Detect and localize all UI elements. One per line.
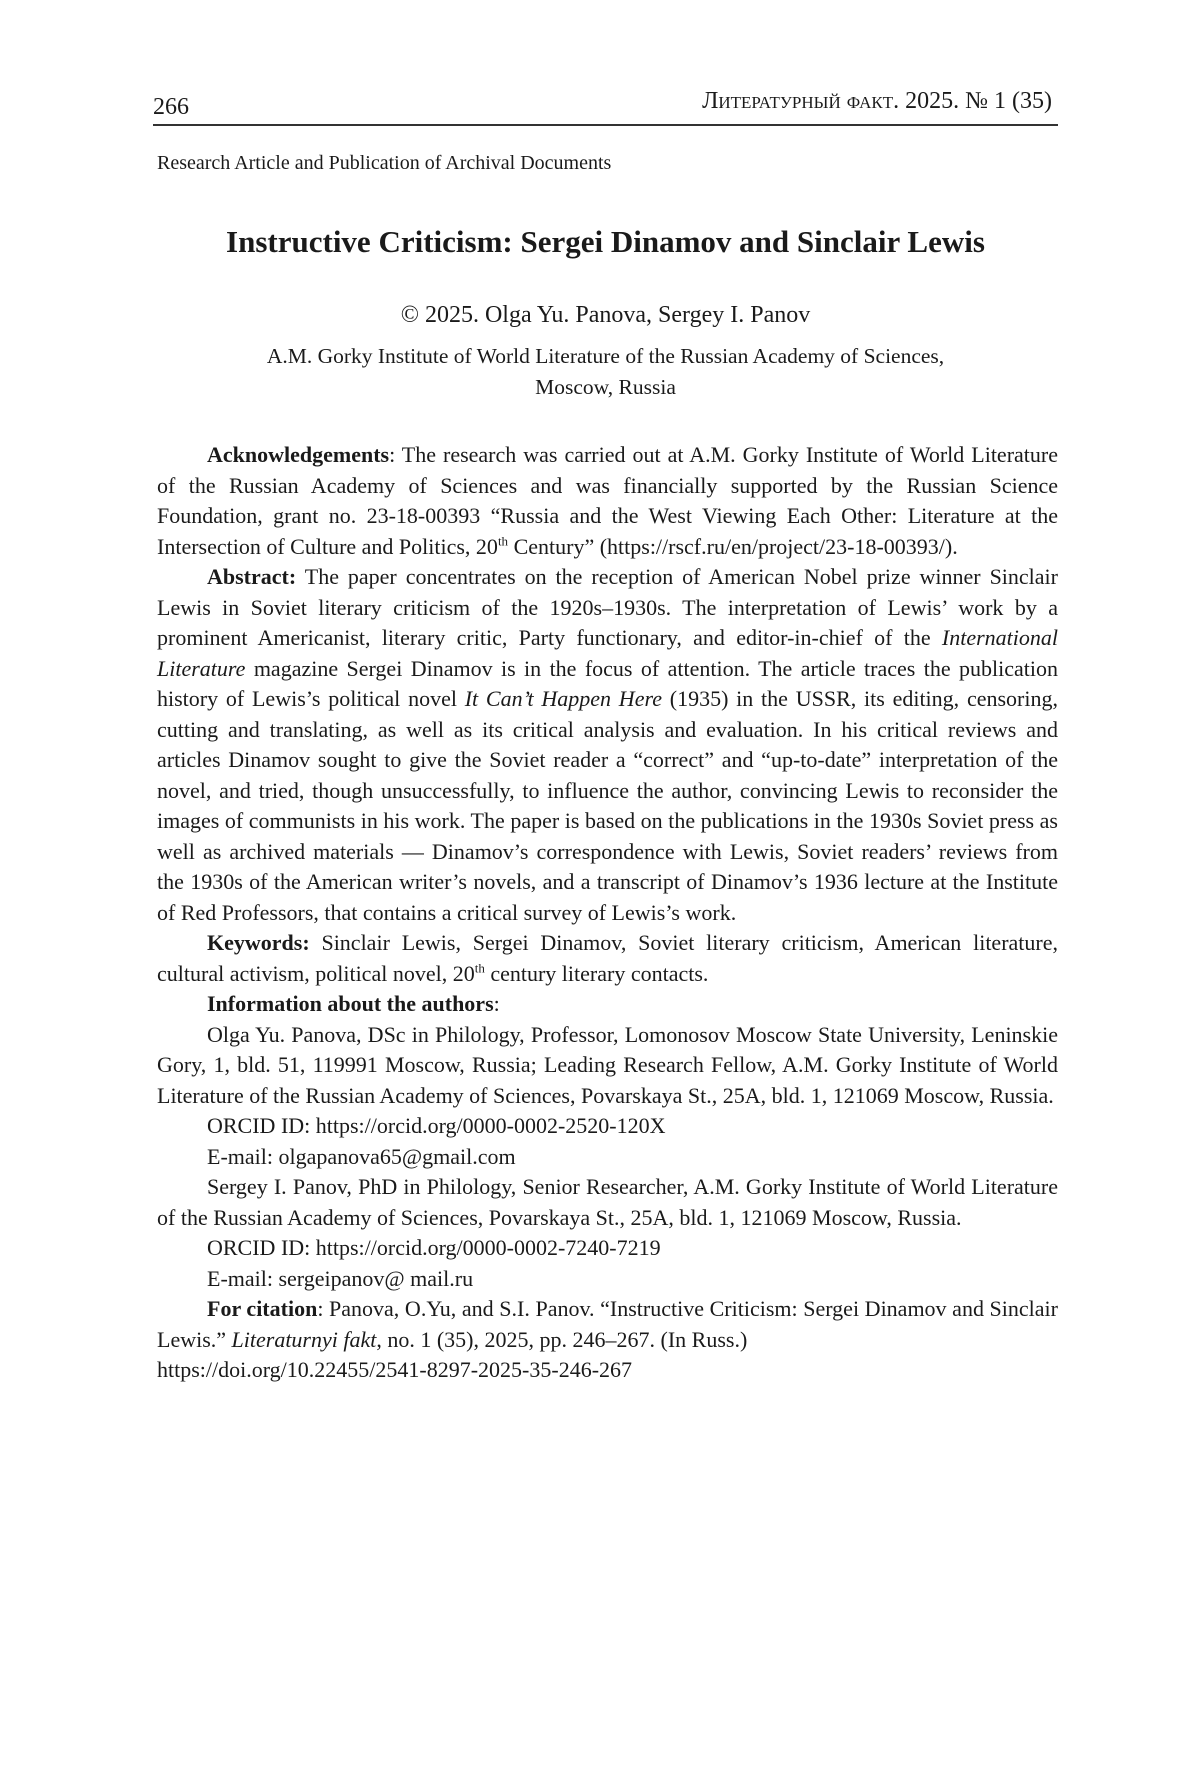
journal-title: Литературный факт. 2025. № 1 (35): [702, 88, 1052, 114]
abstract-text-3: (1935) in the USSR, its editing, censoring, cutting and translating, as well as its critical analysis and evaluation. In his critical reviews and articles Dinamov sought to give the Soviet reader a “correct” and “up-to-date” interpretation of the novel, and tried, though unsuccessfully, to influence the author, convincing Lewis to reconsider the images of communists in his work. The paper is based on the publications in the 1930s Soviet press as well as archived materials — Dinamov’s correspondence with Lewis, Soviet readers’ reviews from the 1930s of the American writer’s novels, and a transcript of Dinamov’s 1936 lecture at the Institute of Red Professors, that contains a critical survey of Lewis’s work.: [157, 686, 1058, 925]
citation-journal: Literaturnyi fakt: [231, 1326, 377, 1352]
affiliation: [153, 341, 1058, 403]
abstract-label: Abstract:: [207, 564, 297, 589]
page-number: 266: [153, 94, 189, 120]
citation-text-after: , no. 1 (35), 2025, pp. 246–267. (In Russ.): [376, 1326, 748, 1352]
author-1-email: E-mail: olgapanova65@gmail.com: [207, 1143, 516, 1169]
authors-info-label: Information about the authors: [207, 991, 494, 1016]
abstract-italic-1: International Literature: [157, 625, 1058, 681]
author-1-orcid: ORCID ID: https://orcid.org/0000-0002-2520-120X: [207, 1113, 666, 1138]
abstract-paragraph: [157, 562, 1058, 928]
authors-line: © 2025. Olga Yu. Panova, Sergey I. Panov: [400, 302, 811, 328]
citation-paragraph: [157, 1294, 1058, 1355]
author-2-email: E-mail: sergeipanov@ mail.ru: [207, 1265, 474, 1291]
author-2-info: Sergey I. Panov, PhD in Philology, Senior Researcher, A.M. Gorky Institute of World Literature of the Russian Academy of Sciences, Povarskaya St., 25A, bld. 1, 121069 Moscow, Russia.: [157, 1174, 1058, 1230]
keywords-paragraph: [157, 928, 1058, 989]
citation-doi: https://doi.org/10.22455/2541-8297-2025-35-246-267: [157, 1357, 633, 1382]
keywords-label: Keywords:: [207, 930, 310, 955]
authors-info-colon: :: [493, 991, 500, 1016]
acknowledgements-sup: th: [497, 533, 509, 549]
abstract-text-1: The paper concentrates on the reception of American Nobel prize winner Sinclair Lewis in Soviet literary criticism of the 1920s–1930s. The interpretation of Lewis’ work by a prominent Americanist, literary critic, Party functionary, and editor-in-chief of the: [157, 564, 1058, 650]
acknowledgements-paragraph: [157, 440, 1058, 562]
abstract-text-2: magazine Sergei Dinamov is in the focus of attention. The article traces the publication history of Lewis’s political novel: [157, 655, 1058, 711]
acknowledgements-label: Acknowledgements: [207, 442, 390, 467]
author-1-info: Olga Yu. Panova, DSc in Philology, Professor, Lomonosov Moscow State University, Leninskie Gory, 1, bld. 51, 119991 Moscow, Russia; Leading Research Fellow, A.M. Gorky Institute of World Literature of the Russian Academy of Sciences, Povarskaya St., 25A, bld. 1, 121069 Moscow, Russia.: [157, 1021, 1058, 1108]
article-title: Instructive Criticism: Sergei Dinamov and Sinclair Lewis: [226, 224, 985, 259]
author-2-orcid: ORCID ID: https://orcid.org/0000-0002-7240-7219: [207, 1235, 661, 1260]
citation-label: For citation: [207, 1296, 318, 1321]
acknowledgements-text-after: Century” (https://rscf.ru/en/project/23-18-00393/).: [508, 533, 958, 559]
section-label: Research Article and Publication of Archival Documents: [157, 152, 612, 174]
keywords-text-after: century literary contacts.: [484, 960, 709, 986]
article-front-matter: [157, 440, 1058, 1386]
keywords-sup: th: [474, 960, 485, 976]
affiliation-line-1: A.M. Gorky Institute of World Literature of the Russian Academy of Sciences,: [266, 344, 945, 368]
keywords-text: Sinclair Lewis, Sergei Dinamov, Soviet literary criticism, American literature, cultural activism, political novel, 20: [157, 930, 1058, 986]
running-header: [153, 84, 1058, 126]
citation-text: : Panova, O.Yu, and S.I. Panov. “Instructive Criticism: Sergei Dinamov and Sinclair Lewis.”: [157, 1296, 1058, 1352]
acknowledgements-text: : The research was carried out at A.M. Gorky Institute of World Literature of the Russian Academy of Sciences and was financially supported by the Russian Science Foundation, grant no. 23-18-00393 “Russia and the West Viewing Each Other: Literature at the Intersection of Culture and Politics, 20: [157, 442, 1058, 559]
authors-info-heading: [157, 989, 1058, 1020]
abstract-italic-2: It Can’t Happen Here: [464, 686, 662, 711]
affiliation-line-2: Moscow, Russia: [535, 375, 676, 399]
